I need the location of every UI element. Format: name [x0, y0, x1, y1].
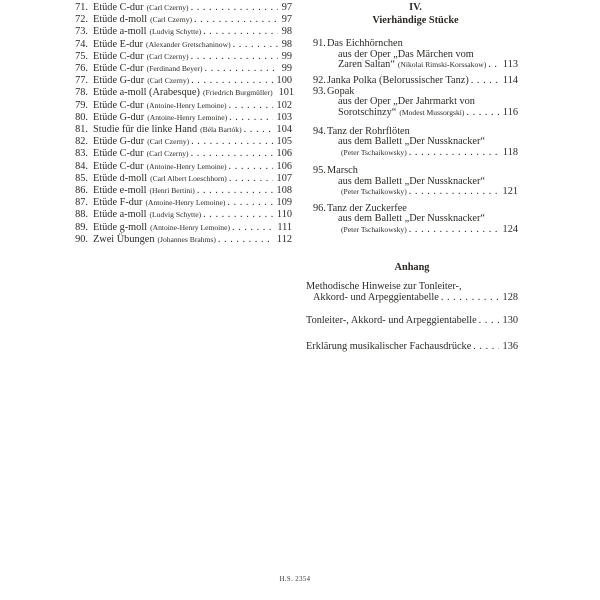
toc-entry-line — [313, 39, 518, 50]
toc-entry-line — [313, 225, 518, 236]
entry-composer: (Carl Albert Loeschhorn) — [150, 173, 227, 183]
leader-dots — [195, 185, 273, 197]
leader-dots — [407, 148, 499, 159]
leader-dots — [201, 26, 278, 38]
entry-title: Das Eichhörnchen — [327, 38, 403, 49]
entry-title: Studie für die linke Hand — [93, 124, 198, 136]
entry-page: 113 — [502, 59, 518, 70]
entry-number: 79. — [75, 99, 88, 111]
section-title: Vierhändige Stücke — [372, 14, 459, 26]
leader-dots — [189, 75, 272, 87]
toc-entry — [313, 204, 518, 236]
leader-dots — [189, 2, 278, 14]
toc-entry — [62, 2, 292, 14]
entry-page: 118 — [502, 146, 518, 158]
entry-composer: (Nikolai Rimski-Korssakow) — [397, 60, 487, 69]
entry-composer: (Carl Czerny) — [146, 3, 189, 12]
entry-title: Zaren Saltan“ — [338, 59, 395, 70]
entry-composer: (Peter Tschaikowsky) — [341, 224, 407, 234]
leader-dots — [216, 234, 273, 246]
leader-dots — [464, 108, 499, 119]
entry-composer: (Antoine-Henry Lemoine) — [150, 222, 230, 232]
toc-entry — [62, 197, 292, 209]
entry-number: 80. — [75, 111, 88, 123]
entry-title: aus dem Ballett „Der Nussknacker“ — [338, 175, 485, 187]
toc-entry — [62, 100, 292, 112]
entry-title: Zwei Übungen — [93, 233, 155, 245]
entry-number: 73. — [75, 26, 88, 38]
toc-entry-line — [313, 166, 518, 177]
toc-entry-line — [306, 293, 518, 304]
entry-title: Etüde d-moll — [93, 14, 148, 26]
toc-entry — [62, 148, 292, 160]
entry-page: 98 — [281, 26, 292, 38]
entry-title: Janka Polka (Belorussischer Tanz) — [327, 75, 469, 86]
entry-number: 93. — [313, 85, 326, 97]
leader-dots — [192, 14, 278, 26]
toc-entry — [62, 26, 292, 38]
leader-dots — [231, 39, 278, 51]
toc-entry — [62, 185, 292, 197]
entry-title: Tanz der Zuckerfee — [327, 202, 407, 214]
entry-page: 108 — [276, 185, 292, 197]
entry-composer: (Carl Czerny) — [146, 51, 189, 61]
toc-entry-line — [313, 108, 518, 119]
entry-page: 124 — [502, 223, 518, 235]
entry-page: 105 — [276, 136, 292, 148]
entry-composer: (Carl Czerny) — [150, 15, 193, 25]
leader-dots — [227, 173, 273, 185]
toc-entry-line — [306, 316, 518, 327]
entry-title: Marsch — [327, 165, 358, 176]
entry-title: Etüde F-dur — [93, 197, 143, 209]
toc-entry — [62, 87, 295, 99]
entry-title: Etüde C-dur — [93, 160, 144, 172]
anhang-heading: Anhang — [394, 262, 430, 273]
toc-entry-line — [313, 214, 518, 225]
leader-dots — [203, 63, 278, 75]
entry-composer: (Antoine-Henry Lemoine) — [145, 198, 226, 208]
entry-number: 89. — [75, 221, 88, 233]
entry-composer: (Béla Bartók) — [200, 125, 242, 135]
toc-entry-line — [313, 177, 518, 188]
entry-title: Etüde C-dur — [93, 148, 144, 160]
toc-entry — [62, 222, 292, 234]
leader-dots — [189, 136, 272, 148]
entry-number: 86. — [75, 185, 88, 197]
entry-title: Etüde e-moll — [93, 185, 147, 197]
entry-number: 78. — [75, 87, 88, 99]
entry-page: 121 — [502, 186, 518, 197]
entry-number: 85. — [75, 172, 88, 184]
entry-title: Etüde a-moll — [93, 26, 147, 38]
entry-title: Tanz der Rohrflöten — [327, 125, 410, 137]
entry-title: aus der Oper „Das Märchen vom — [338, 48, 474, 60]
toc-entry-line — [313, 187, 518, 198]
entry-number: 87. — [75, 197, 88, 209]
toc-entry — [306, 342, 518, 353]
toc-entry-line — [306, 342, 518, 353]
entry-title: Sorotschinzy“ — [338, 106, 397, 118]
leader-dots — [439, 293, 499, 304]
entry-composer: (Peter Tschaikowsky) — [341, 187, 407, 196]
leader-dots — [189, 148, 273, 160]
entry-title: aus dem Ballett „Der Nussknacker“ — [338, 136, 485, 147]
entry-composer: (Carl Czerny) — [147, 76, 190, 86]
toc-entry — [313, 166, 518, 198]
entry-page: 97 — [281, 2, 292, 13]
entry-composer: (Carl Czerny) — [146, 149, 189, 159]
toc-entry-line — [313, 148, 518, 159]
entry-number: 94. — [313, 125, 326, 137]
toc-entry — [62, 161, 292, 173]
entry-title: Etüde G-dur — [93, 111, 145, 123]
four-hand-pieces-list — [313, 39, 518, 235]
entry-page: 130 — [502, 315, 518, 326]
entry-composer: (Alexander Gretschaninow) — [146, 39, 231, 49]
section-heading — [313, 2, 518, 27]
toc-entry — [62, 63, 292, 75]
entry-composer: (Friedrich Burgmüller) — [202, 88, 273, 98]
entry-page: 106 — [276, 160, 292, 172]
entry-number: 84. — [75, 160, 88, 172]
entry-number: 82. — [75, 136, 88, 148]
entry-page: 110 — [276, 209, 292, 221]
leader-dots — [227, 161, 273, 173]
toc-left-column — [62, 2, 295, 246]
leader-dots — [201, 209, 273, 221]
entry-title: Etüde a-moll — [93, 209, 147, 221]
entry-number: 83. — [75, 148, 88, 160]
entry-number: 88. — [75, 209, 88, 221]
entry-title: Tonleiter-, Akkord- und Arpeggientabelle — [306, 315, 477, 326]
toc-entry — [313, 76, 518, 87]
toc-entry — [313, 39, 518, 71]
plate-number: H.S. 2354 — [279, 576, 311, 583]
entry-number: 96. — [313, 202, 326, 214]
toc-entry — [306, 282, 518, 303]
anhang-list — [306, 282, 518, 352]
entry-page: 136 — [502, 340, 518, 352]
entry-title: Akkord- und Arpeggientabelle — [313, 291, 439, 303]
entry-title: Etüde g-moll — [93, 221, 148, 233]
toc-right-column — [306, 2, 518, 352]
entry-page: 114 — [502, 75, 518, 86]
entry-number: 72. — [75, 14, 88, 26]
entry-page: 99 — [281, 50, 292, 62]
anhang-block — [306, 262, 518, 352]
leader-dots — [477, 316, 499, 327]
entry-composer: (Modest Mussorgski) — [399, 107, 465, 117]
entry-number: 75. — [75, 50, 88, 62]
entry-title: Gopak — [327, 85, 355, 97]
entry-title: Erklärung musikalischer Fachausdrücke — [306, 340, 472, 352]
entry-number: 91. — [313, 38, 326, 49]
entry-page: 100 — [276, 75, 292, 87]
toc-entry — [62, 209, 292, 221]
entry-number: 74. — [75, 38, 88, 50]
entry-composer: (Antoine-Henry Lemoine) — [146, 100, 227, 110]
entry-title: Etüde C-dur — [93, 50, 144, 62]
entry-composer: (Ferdinand Beyer) — [146, 64, 203, 74]
entry-number: 90. — [75, 233, 88, 245]
toc-entry — [313, 127, 518, 159]
entry-page: 98 — [281, 38, 292, 50]
toc-entry-line — [313, 137, 518, 148]
entry-composer: (Antoine-Henry Lemoine) — [146, 161, 227, 171]
entry-title: Etüde C-dur — [93, 63, 144, 75]
toc-entry — [62, 75, 292, 87]
entry-title: aus dem Ballett „Der Nussknacker“ — [338, 213, 485, 224]
toc-entry — [62, 14, 292, 26]
section-number: IV. — [409, 2, 422, 13]
entry-number: 77. — [75, 75, 88, 87]
leader-dots — [469, 76, 499, 87]
entry-page: 103 — [276, 111, 292, 123]
entry-title: Methodische Hinweise zur Tonleiter-, — [306, 281, 462, 292]
entry-page: 104 — [276, 124, 292, 136]
leader-dots — [230, 222, 273, 234]
toc-entry-line — [313, 60, 518, 71]
entry-composer: (Ludvig Schytte) — [149, 27, 202, 37]
toc-entry — [313, 87, 518, 119]
leader-dots — [227, 100, 273, 112]
toc-entry — [62, 173, 292, 185]
entry-number: 76. — [75, 63, 88, 75]
toc-entry-line — [313, 97, 518, 108]
entry-page: 109 — [276, 197, 292, 209]
leader-dots — [407, 187, 499, 198]
entry-page: 111 — [277, 221, 292, 233]
entry-composer: (Johannes Brahms) — [157, 234, 216, 244]
entry-title: Etüde G-dur — [93, 136, 145, 148]
entry-composer: (Henri Bertini) — [149, 186, 195, 196]
leader-dots — [227, 112, 272, 124]
entry-page: 107 — [276, 172, 292, 184]
entry-number: 95. — [313, 165, 326, 176]
entry-composer: (Peter Tschaikowsky) — [341, 147, 407, 157]
entry-page: 112 — [276, 233, 292, 245]
entry-composer: (Antoine-Henry Lemoine) — [147, 112, 228, 122]
entry-page: 106 — [276, 148, 292, 160]
leader-dots — [407, 225, 499, 236]
entry-title: Etüde a-moll (Arabesque) — [93, 87, 200, 99]
leader-dots — [471, 342, 498, 353]
toc-entry — [62, 51, 292, 63]
toc-entry — [62, 124, 292, 136]
entry-composer: (Ludvig Schytte) — [149, 210, 202, 220]
leader-dots — [189, 51, 278, 63]
entry-number: 71. — [75, 2, 88, 13]
entry-title: aus der Oper „Der Jahrmarkt von — [338, 96, 475, 107]
entry-page: 116 — [502, 106, 518, 118]
entry-title: Etüde G-dur — [93, 75, 145, 87]
entry-page: 101 — [278, 87, 295, 99]
toc-entry — [62, 234, 292, 246]
entry-number: 81. — [75, 124, 88, 136]
toc-entry — [62, 136, 292, 148]
toc-entry — [62, 112, 292, 124]
leader-dots — [486, 60, 499, 71]
leader-dots — [242, 124, 273, 136]
entry-page: 97 — [281, 14, 292, 26]
toc-entry-line — [313, 76, 518, 87]
toc-entry-line — [306, 282, 518, 293]
toc-entry — [62, 39, 292, 51]
entry-page: 99 — [281, 63, 292, 75]
entry-title: Etüde E-dur — [93, 38, 144, 50]
entry-composer: (Carl Czerny) — [147, 137, 190, 147]
entry-number: 92. — [313, 75, 326, 86]
entry-title: Etüde C-dur — [93, 99, 144, 111]
toc-entry — [306, 316, 518, 327]
entry-title: Etüde d-moll — [93, 172, 148, 184]
entry-page: 102 — [276, 99, 292, 111]
leader-dots — [225, 197, 272, 209]
entry-title: Etüde C-dur — [93, 2, 144, 13]
entry-page: 128 — [502, 291, 518, 303]
